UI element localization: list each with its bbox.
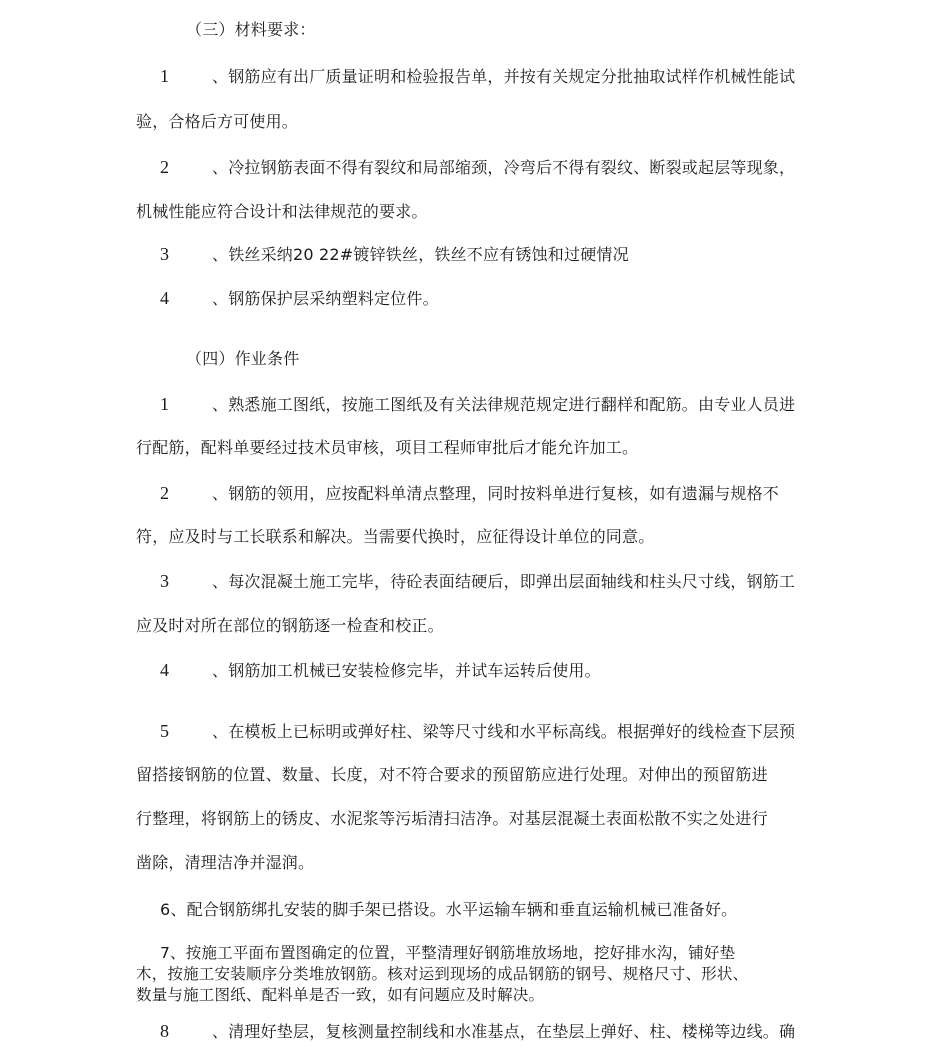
item-text: 、铁丝采纳20 22#镀锌铁丝，铁丝不应有锈蚀和过硬情况: [212, 245, 629, 264]
item-text-continued: 留搭接钢筋的位置、数量、长度，对不符合要求的预留筋应进行处理。对伸出的预留筋进: [136, 765, 768, 784]
list-item: [160, 394, 795, 415]
list-item: 6、配合钢筋绑扎安装的脚手架已搭设。水平运输车辆和垂直运输机械已准备好。: [160, 900, 738, 919]
item-text: 、钢筋加工机械已安装检修完毕，并试车运转后使用。: [212, 661, 601, 680]
item-number: 4: [160, 660, 170, 680]
item-number: 3: [160, 244, 170, 264]
item-text: 、钢筋应有出厂质量证明和检验报告单，并按有关规定分批抽取试样作机械性能试: [212, 67, 796, 86]
list-item: [160, 721, 795, 742]
section-heading-materials: （三）材料要求：: [186, 20, 316, 39]
item-text: 、钢筋保护层采纳塑料定位件。: [212, 289, 439, 308]
item-text: 、在模板上已标明或弹好柱、梁等尺寸线和水平标高线。根据弹好的线检查下层预: [212, 722, 796, 741]
item-text-continued: 符，应及时与工长联系和解决。当需要代换时，应征得设计单位的同意。: [136, 527, 655, 546]
list-item: [160, 66, 795, 87]
list-item: 7、按施工平面布置图确定的位置，平整清理好钢筋堆放场地，挖好排水沟，铺好垫: [160, 944, 736, 962]
item-number: 1: [160, 66, 170, 86]
list-item: [160, 157, 795, 178]
item-text-continued: 行整理，将钢筋上的锈皮、水泥浆等污垢清扫洁净。对基层混凝土表面松散不实之处进行: [136, 809, 768, 828]
item-text: 、冷拉钢筋表面不得有裂纹和局部缩颈，冷弯后不得有裂纹、断裂或起层等现象，: [212, 158, 796, 177]
list-item: [160, 483, 779, 504]
item-text: 、清理好垫层，复核测量控制线和水准基点，在垫层上弹好、柱、楼梯等边线。确: [212, 1022, 796, 1041]
item-text-continued: 行配筋，配料单要经过技术员审核，项目工程师审批后才能允许加工。: [136, 438, 639, 457]
item-text: 、钢筋的领用，应按配料单清点整理，同时按料单进行复核，如有遗漏与规格不: [212, 484, 780, 503]
item-number: 2: [160, 483, 170, 503]
list-item: [160, 660, 601, 681]
item-text-continued: 凿除，清理洁净并湿润。: [136, 853, 315, 872]
list-item: [160, 288, 439, 309]
item-text: 、熟悉施工图纸，按施工图纸及有关法律规范规定进行翻样和配筋。由专业人员进: [212, 395, 796, 414]
section-heading-work-conditions: （四）作业条件: [186, 349, 300, 368]
item-number: 4: [160, 288, 170, 308]
item-number: 1: [160, 394, 170, 414]
item-text-continued: 木，按施工安装顺序分类堆放钢筋。核对运到现场的成品钢筋的钢号、规格尺寸、形状、: [136, 965, 749, 983]
list-item: [160, 244, 629, 265]
list-item: [160, 571, 795, 592]
item-text: 、每次混凝土施工完毕，待砼表面结硬后，即弹出层面轴线和柱头尺寸线，钢筋工: [212, 572, 796, 591]
item-number: 5: [160, 721, 170, 741]
item-text-continued: 验，合格后方可使用。: [136, 112, 299, 131]
item-number: 3: [160, 571, 170, 591]
list-item: [160, 1021, 795, 1042]
item-text-continued: 机械性能应符合设计和法律规范的要求。: [136, 202, 428, 221]
item-number: 2: [160, 157, 170, 177]
item-text-continued: 应及时对所在部位的钢筋逐一检查和校正。: [136, 616, 444, 635]
item-text-continued: 数量与施工图纸、配料单是否一致，如有问题应及时解决。: [136, 986, 545, 1004]
item-number: 8: [160, 1021, 170, 1041]
